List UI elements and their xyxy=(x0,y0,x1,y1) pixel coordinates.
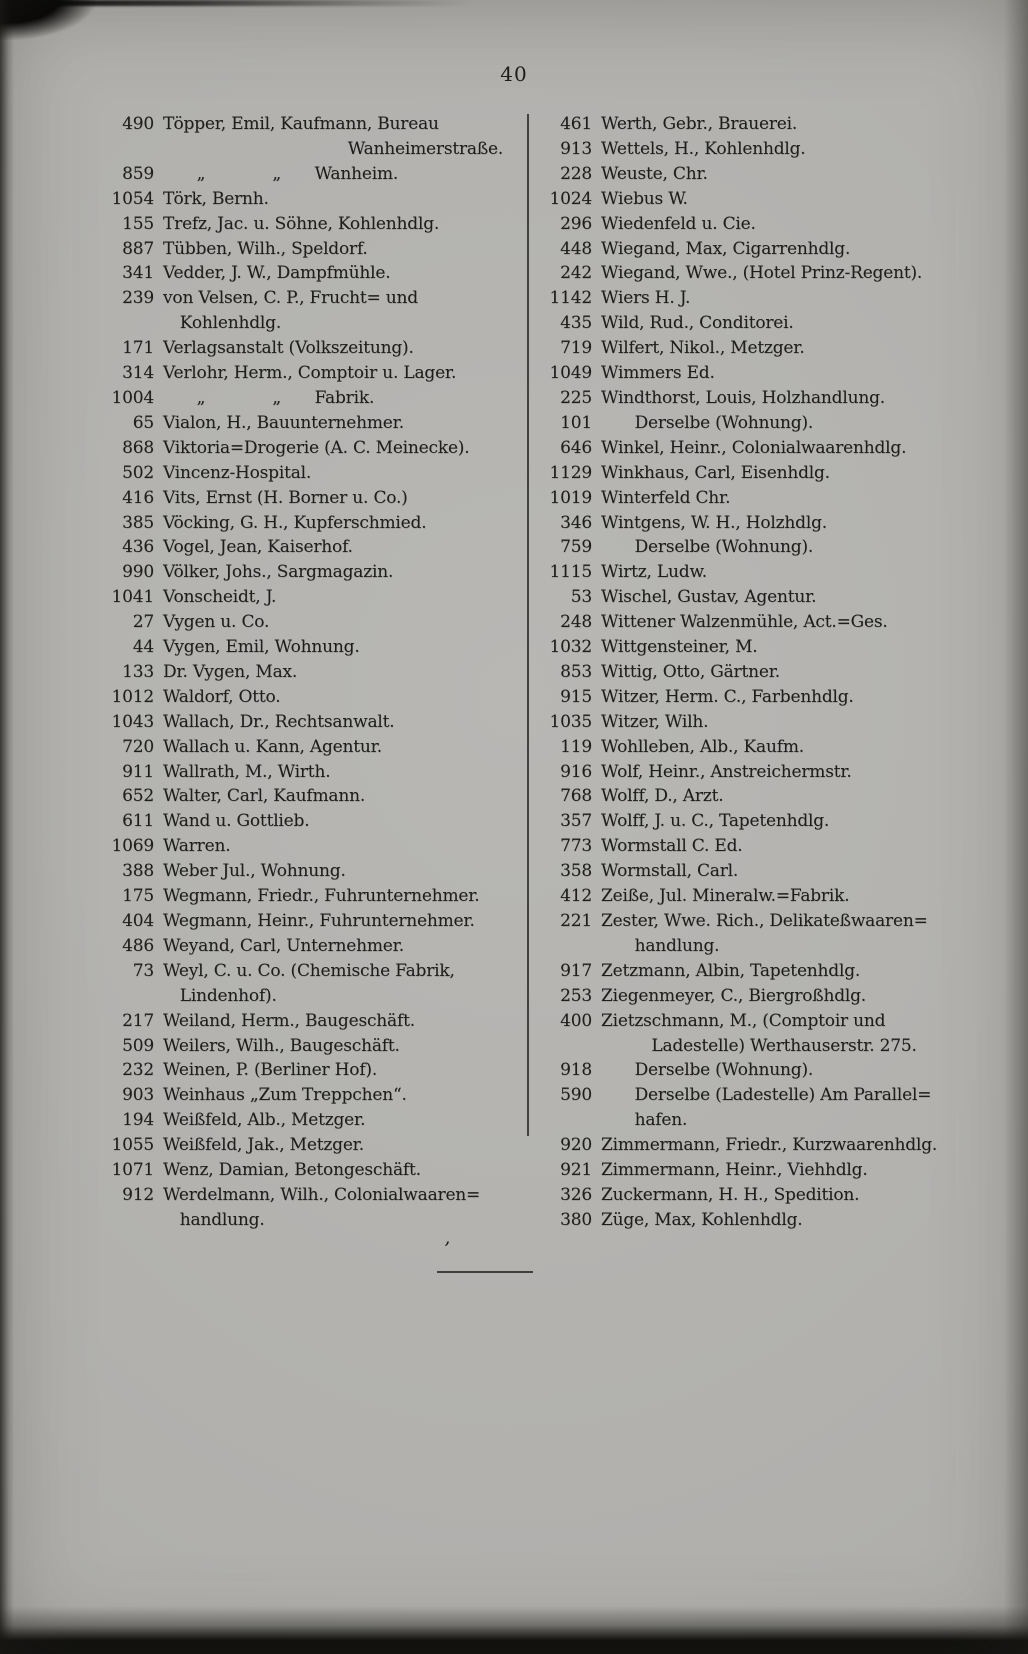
entry-number: 44 xyxy=(132,637,154,658)
directory-entry-line xyxy=(544,984,980,1009)
entry-number: 773 xyxy=(560,836,592,857)
entry-number: 720 xyxy=(122,736,154,757)
entry-text: Witzer, Herm. C., Farbenhdlg. xyxy=(601,686,854,707)
entry-text: Wiegand, Wwe., (Hotel Prinz-Regent). xyxy=(601,263,923,284)
entry-text: Wiers H. J. xyxy=(601,288,691,309)
entry-number: 509 xyxy=(122,1035,154,1056)
entry-text: Winkel, Heinr., Colonialwaarenhdlg. xyxy=(601,437,907,458)
directory-entry-line xyxy=(544,884,980,909)
directory-entry-line xyxy=(106,1208,526,1233)
entry-text: Vincenz-Hospital. xyxy=(163,462,312,483)
scan-artifact-bottom-edge xyxy=(0,1606,1028,1654)
entry-number: 436 xyxy=(122,537,154,558)
entry-number: 400 xyxy=(560,1010,592,1031)
directory-entry-line xyxy=(106,261,526,286)
directory-entry-line xyxy=(106,386,526,411)
directory-entry-line xyxy=(106,660,526,685)
directory-entry-line xyxy=(544,909,980,934)
entry-number: 759 xyxy=(560,537,592,558)
entry-number: 917 xyxy=(560,960,592,981)
entry-text: Ziegenmeyer, C., Biergroßhdlg. xyxy=(601,985,866,1006)
directory-entry-line xyxy=(544,386,980,411)
directory-entry-line xyxy=(544,361,980,386)
directory-entry-line xyxy=(106,884,526,909)
entry-number: 1071 xyxy=(111,1160,154,1181)
directory-entry-line xyxy=(544,1034,980,1059)
entry-text: Wolf, Heinr., Anstreichermstr. xyxy=(601,761,852,782)
directory-entry-line xyxy=(544,610,980,635)
scan-artifact-left-edge xyxy=(0,0,14,1654)
entry-number: 175 xyxy=(122,886,154,907)
entry-number: 1043 xyxy=(111,711,154,732)
entry-number: 435 xyxy=(560,313,592,334)
entry-text: Wiegand, Max, Cigarrenhdlg. xyxy=(601,238,851,259)
directory-entry-line xyxy=(544,336,980,361)
section-end-rule xyxy=(437,1271,533,1273)
entry-number: 916 xyxy=(560,761,592,782)
entry-text: Zimmermann, Friedr., Kurzwaarenhdlg. xyxy=(601,1135,938,1156)
entry-text: Wittener Walzenmühle, Act.=Ges. xyxy=(601,612,888,633)
entry-number: 502 xyxy=(122,462,154,483)
directory-entry-line xyxy=(106,685,526,710)
entry-number: 1032 xyxy=(549,637,592,658)
directory-entry-line xyxy=(544,535,980,560)
entry-number: 412 xyxy=(560,886,592,907)
entry-text: Vedder, J. W., Dampfmühle. xyxy=(163,263,391,284)
entry-text: Vygen, Emil, Wohnung. xyxy=(163,637,360,658)
directory-entry-line xyxy=(544,261,980,286)
directory-entry-line xyxy=(106,760,526,785)
entry-text: Waldorf, Otto. xyxy=(163,686,281,707)
entry-number: 1055 xyxy=(111,1135,154,1156)
entry-number: 859 xyxy=(122,163,154,184)
entry-text: Wintgens, W. H., Holzhdlg. xyxy=(601,512,827,533)
entry-number: 171 xyxy=(122,338,154,359)
directory-entry-line xyxy=(106,984,526,1009)
directory-entry-line xyxy=(544,286,980,311)
entry-text: handlung. xyxy=(601,935,720,956)
entry-number: 1019 xyxy=(549,487,592,508)
entry-number: 915 xyxy=(560,686,592,707)
entry-number: 101 xyxy=(560,412,592,433)
entry-text: Lindenhof). xyxy=(163,985,277,1006)
entry-text: Derselbe (Wohnung). xyxy=(601,537,814,558)
entry-number: 232 xyxy=(122,1060,154,1081)
entry-text: Winterfeld Chr. xyxy=(601,487,731,508)
directory-entry-line xyxy=(106,1133,526,1158)
entry-text: Töpper, Emil, Kaufmann, Bureau xyxy=(163,114,439,134)
ink-mark: ’ xyxy=(444,1238,451,1260)
entry-number: 404 xyxy=(122,911,154,931)
entry-number: 239 xyxy=(122,288,154,309)
entry-text: Weißfeld, Jak., Metzger. xyxy=(163,1135,364,1156)
directory-entry-line xyxy=(544,934,980,959)
directory-entry-line xyxy=(106,137,526,162)
entry-text: Walter, Carl, Kaufmann. xyxy=(163,786,366,807)
entry-number: 341 xyxy=(122,263,154,284)
entry-number: 385 xyxy=(122,512,154,533)
directory-entry-line xyxy=(106,1083,526,1108)
directory-entry-line xyxy=(106,336,526,361)
entry-text: Wallach u. Kann, Agentur. xyxy=(163,736,382,757)
entry-number: 913 xyxy=(560,138,592,159)
entry-number: 1012 xyxy=(111,686,154,707)
entry-number: 65 xyxy=(132,412,154,433)
directory-entry-line xyxy=(544,1208,980,1233)
entry-number: 461 xyxy=(560,114,592,134)
entry-text: Wittig, Otto, Gärtner. xyxy=(601,661,780,682)
directory-entry-line xyxy=(544,1108,980,1133)
entry-text: Wenz, Damian, Betongeschäft. xyxy=(163,1160,421,1181)
entry-text: Zetzmann, Albin, Tapetenhdlg. xyxy=(601,960,861,981)
entry-text: Wild, Rud., Conditorei. xyxy=(601,313,794,334)
directory-entry-line xyxy=(106,212,526,237)
entry-text: Vialon, H., Bauunternehmer. xyxy=(163,412,404,433)
directory-entry-line xyxy=(544,560,980,585)
directory-entry-line xyxy=(544,1009,980,1034)
directory-entry-line xyxy=(106,635,526,660)
entry-text: Verlagsanstalt (Volkszeitung). xyxy=(163,338,414,359)
directory-entry-line xyxy=(106,934,526,959)
entry-number: 921 xyxy=(560,1160,592,1181)
directory-entry-line xyxy=(544,834,980,859)
directory-entry-line xyxy=(106,585,526,610)
entry-text: Weißfeld, Alb., Metzger. xyxy=(163,1110,366,1131)
entry-number: 346 xyxy=(560,512,592,533)
directory-entry-line xyxy=(544,585,980,610)
entry-number: 119 xyxy=(560,736,592,757)
entry-text: Wiedenfeld u. Cie. xyxy=(601,213,756,234)
entry-number: 53 xyxy=(570,587,592,608)
entry-text: Derselbe (Ladestelle) Am Parallel= xyxy=(601,1085,932,1106)
entry-text: Verlohr, Herm., Comptoir u. Lager. xyxy=(163,363,457,384)
entry-text: Ladestelle) Werthauserstr. 275. xyxy=(601,1035,917,1056)
entry-text: Wohlleben, Alb., Kaufm. xyxy=(601,736,804,757)
entry-text: Zuckermann, H. H., Spedition. xyxy=(601,1184,860,1205)
directory-entry-line xyxy=(544,784,980,809)
entry-text: Weyl, C. u. Co. (Chemische Fabrik, xyxy=(163,960,455,981)
entry-text: Weuste, Chr. xyxy=(601,163,708,184)
directory-entry-line xyxy=(106,511,526,536)
directory-entry-line xyxy=(106,1034,526,1059)
entry-text: Witzer, Wilh. xyxy=(601,711,709,732)
directory-entry-line xyxy=(106,411,526,436)
entry-text: Wand u. Gottlieb. xyxy=(163,811,310,832)
entry-number: 253 xyxy=(560,985,592,1006)
entry-number: 918 xyxy=(560,1060,592,1081)
entry-text: handlung. xyxy=(163,1209,265,1230)
entry-text: Wolff, D., Arzt. xyxy=(601,786,724,807)
entry-number: 903 xyxy=(122,1085,154,1106)
entry-number: 853 xyxy=(560,661,592,682)
directory-entry-line xyxy=(106,1158,526,1183)
entry-number: 912 xyxy=(122,1184,154,1205)
entry-text: Winkhaus, Carl, Eisenhdlg. xyxy=(601,462,830,483)
entry-text: Weber Jul., Wohnung. xyxy=(163,861,346,882)
entry-text: Vits, Ernst (H. Borner u. Co.) xyxy=(163,487,408,508)
directory-entry-line xyxy=(544,859,980,884)
entry-number: 611 xyxy=(122,811,154,832)
entry-number: 1142 xyxy=(549,288,592,309)
entry-number: 416 xyxy=(122,487,154,508)
entry-number: 221 xyxy=(560,911,592,931)
directory-entry-line xyxy=(544,1058,980,1083)
entry-number: 490 xyxy=(122,114,154,134)
entry-number: 646 xyxy=(560,437,592,458)
entry-text: Trefz, Jac. u. Söhne, Kohlenhdlg. xyxy=(163,213,440,234)
page-number: 40 xyxy=(500,62,528,86)
entry-text: Wallach, Dr., Rechtsanwalt. xyxy=(163,711,395,732)
scan-artifact-corner xyxy=(0,0,96,40)
directory-entry-line xyxy=(106,162,526,187)
directory-entry-line xyxy=(106,535,526,560)
entry-text: Weinhaus „Zum Treppchen“. xyxy=(163,1085,407,1106)
entry-text: Wallrath, M., Wirth. xyxy=(163,761,331,782)
directory-entry-line xyxy=(106,1183,526,1208)
entry-number: 228 xyxy=(560,163,592,184)
entry-text: Vonscheidt, J. xyxy=(163,587,277,608)
directory-entry-line xyxy=(106,834,526,859)
entry-number: 133 xyxy=(122,661,154,682)
entry-text: Windthorst, Louis, Holzhandlung. xyxy=(601,387,885,408)
directory-entry-line xyxy=(106,809,526,834)
directory-entry-line xyxy=(544,959,980,984)
directory-entry-line xyxy=(106,859,526,884)
directory-entry-line xyxy=(544,809,980,834)
directory-entry-line xyxy=(106,436,526,461)
entry-number: 242 xyxy=(560,263,592,284)
entry-text: Werth, Gebr., Brauerei. xyxy=(601,114,798,134)
entry-text: Wormstall, Carl. xyxy=(601,861,739,882)
directory-entry-line xyxy=(106,784,526,809)
directory-entry-line xyxy=(544,1158,980,1183)
entry-text: Wirtz, Ludw. xyxy=(601,562,707,583)
entry-number: 217 xyxy=(122,1010,154,1031)
entry-text: Weiland, Herm., Baugeschäft. xyxy=(163,1010,415,1031)
entry-number: 920 xyxy=(560,1135,592,1156)
entry-number: 1129 xyxy=(549,462,592,483)
directory-entry-line xyxy=(106,486,526,511)
entry-text: Wilfert, Nikol., Metzger. xyxy=(601,338,805,359)
entry-number: 1069 xyxy=(111,836,154,857)
entry-number: 590 xyxy=(560,1085,592,1106)
entry-number: 248 xyxy=(560,612,592,633)
entry-number: 314 xyxy=(122,363,154,384)
directory-column-left xyxy=(106,112,526,1233)
entry-number: 486 xyxy=(122,935,154,956)
entry-text: Wanheimerstraße. xyxy=(163,138,504,159)
entry-text: Dr. Vygen, Max. xyxy=(163,661,298,682)
column-divider xyxy=(527,114,529,1136)
entry-text: Wegmann, Heinr., Fuhrunternehmer. xyxy=(163,911,475,931)
directory-entry-line xyxy=(106,461,526,486)
directory-column-right xyxy=(544,112,980,1233)
entry-number: 296 xyxy=(560,213,592,234)
entry-number: 155 xyxy=(122,213,154,234)
directory-entry-line xyxy=(106,237,526,262)
entry-number: 1004 xyxy=(111,387,154,408)
directory-entry-line xyxy=(106,1108,526,1133)
entry-text: Viktoria=Drogerie (A. C. Meinecke). xyxy=(163,437,470,458)
entry-text: Derselbe (Wohnung). xyxy=(601,1060,814,1081)
entry-number: 868 xyxy=(122,437,154,458)
entry-number: 1049 xyxy=(549,363,592,384)
directory-entry-line xyxy=(544,1183,980,1208)
directory-entry-line xyxy=(106,361,526,386)
entry-text: Zimmermann, Heinr., Viehhdlg. xyxy=(601,1160,868,1181)
entry-number: 652 xyxy=(122,786,154,807)
scan-artifact-right-edge xyxy=(1004,0,1028,1654)
directory-entry-line xyxy=(544,735,980,760)
directory-entry-line xyxy=(544,461,980,486)
entry-text: Kohlenhdlg. xyxy=(163,313,282,334)
entry-number: 380 xyxy=(560,1209,592,1230)
directory-entry-line xyxy=(544,511,980,536)
entry-text: Wittgensteiner, M. xyxy=(601,637,758,658)
directory-entry-line xyxy=(106,311,526,336)
entry-text: Warren. xyxy=(163,836,231,857)
directory-entry-line xyxy=(106,286,526,311)
entry-number: 358 xyxy=(560,861,592,882)
entry-number: 357 xyxy=(560,811,592,832)
entry-text: Zeiße, Jul. Mineralw.=Fabrik. xyxy=(601,886,850,907)
entry-text: Vygen u. Co. xyxy=(163,612,270,633)
directory-entry-line xyxy=(106,112,526,137)
directory-entry-line xyxy=(544,311,980,336)
entry-number: 73 xyxy=(132,960,154,981)
directory-entry-line xyxy=(544,710,980,735)
entry-text: Wiebus W. xyxy=(601,188,688,209)
entry-text: Werdelmann, Wilh., Colonialwaaren= xyxy=(163,1184,481,1205)
directory-entry-line xyxy=(544,660,980,685)
entry-text: Törk, Bernh. xyxy=(163,188,269,209)
entry-text: Wegmann, Friedr., Fuhrunternehmer. xyxy=(163,886,480,907)
entry-number: 719 xyxy=(560,338,592,359)
directory-entry-line xyxy=(544,1083,980,1108)
entry-text: „ „ Wanheim. xyxy=(163,163,399,184)
directory-entry-line xyxy=(106,1058,526,1083)
directory-entry-line xyxy=(544,760,980,785)
entry-text: Wimmers Ed. xyxy=(601,363,715,384)
entry-number: 1054 xyxy=(111,188,154,209)
entry-number: 27 xyxy=(132,612,154,633)
entry-text: Wolff, J. u. C., Tapetenhdlg. xyxy=(601,811,830,832)
entry-number: 225 xyxy=(560,387,592,408)
directory-entry-line xyxy=(544,486,980,511)
entry-text: Zester, Wwe. Rich., Delikateßwaaren= xyxy=(601,911,928,931)
entry-text: Weyand, Carl, Unternehmer. xyxy=(163,935,404,956)
directory-entry-line xyxy=(544,685,980,710)
entry-text: Wettels, H., Kohlenhdlg. xyxy=(601,138,806,159)
entry-number: 887 xyxy=(122,238,154,259)
entry-text: Vöcking, G. H., Kupferschmied. xyxy=(163,512,427,533)
entry-text: Züge, Max, Kohlenhdlg. xyxy=(601,1209,803,1230)
entry-text: Wormstall C. Ed. xyxy=(601,836,743,857)
entry-text: Zietzschmann, M., (Comptoir und xyxy=(601,1010,886,1031)
directory-entry-line xyxy=(544,187,980,212)
entry-number: 448 xyxy=(560,238,592,259)
directory-entry-line xyxy=(544,635,980,660)
entry-text: Wischel, Gustav, Agentur. xyxy=(601,587,817,608)
directory-entry-line xyxy=(106,560,526,585)
directory-entry-line xyxy=(544,137,980,162)
entry-number: 326 xyxy=(560,1184,592,1205)
directory-entry-line xyxy=(544,436,980,461)
directory-entry-line xyxy=(106,1009,526,1034)
directory-entry-line xyxy=(106,735,526,760)
directory-entry-line xyxy=(544,237,980,262)
entry-number: 1035 xyxy=(549,711,592,732)
entry-number: 990 xyxy=(122,562,154,583)
entry-number: 768 xyxy=(560,786,592,807)
directory-entry-line xyxy=(106,710,526,735)
entry-text: Weilers, Wilh., Baugeschäft. xyxy=(163,1035,400,1056)
entry-text: Weinen, P. (Berliner Hof). xyxy=(163,1060,378,1081)
directory-entry-line xyxy=(544,212,980,237)
directory-entry-line xyxy=(106,187,526,212)
entry-text: hafen. xyxy=(601,1110,688,1131)
scan-artifact-top-edge xyxy=(0,0,470,6)
directory-entry-line xyxy=(106,610,526,635)
directory-entry-line xyxy=(544,411,980,436)
entry-number: 388 xyxy=(122,861,154,882)
directory-entry-line xyxy=(106,909,526,934)
directory-entry-line xyxy=(544,162,980,187)
entry-text: Derselbe (Wohnung). xyxy=(601,412,814,433)
directory-entry-line xyxy=(106,959,526,984)
entry-text: „ „ Fabrik. xyxy=(163,387,375,408)
entry-number: 1024 xyxy=(549,188,592,209)
directory-entry-line xyxy=(544,112,980,137)
entry-number: 194 xyxy=(122,1110,154,1131)
directory-entry-line xyxy=(544,1133,980,1158)
entry-number: 1041 xyxy=(111,587,154,608)
entry-number: 1115 xyxy=(549,562,592,583)
entry-text: Vogel, Jean, Kaiserhof. xyxy=(163,537,353,558)
entry-number: 911 xyxy=(122,761,154,782)
entry-text: Völker, Johs., Sargmagazin. xyxy=(163,562,394,583)
entry-text: von Velsen, C. P., Frucht= und xyxy=(163,288,418,309)
entry-text: Tübben, Wilh., Speldorf. xyxy=(163,238,368,259)
